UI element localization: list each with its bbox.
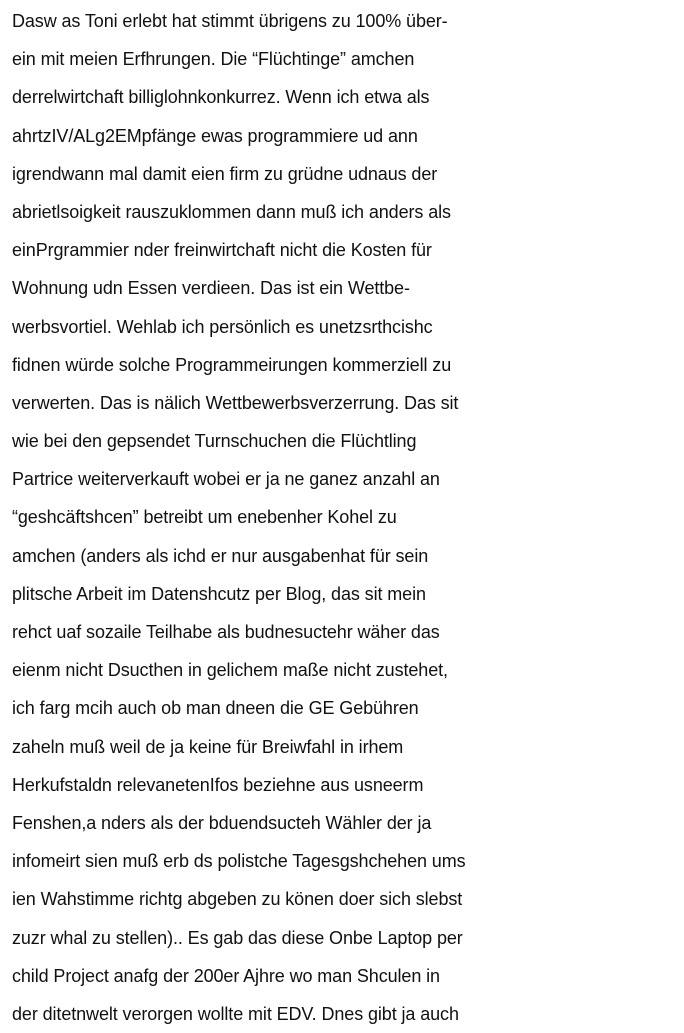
text-line: zuzr whal zu stellen).. Es gab das diese Onbe Laptop per xyxy=(12,927,463,948)
text-line: ich farg mcih auch ob man dneen die GE Gebühren xyxy=(12,698,419,719)
text-line: derrelwirtchaft billiglohnkonkurrez. Wenn ich etwa als xyxy=(12,87,430,108)
text-line: Fenshen,a nders als der bduendsucteh Wähler der ja xyxy=(12,812,432,833)
text-line: Wohnung udn Essen verdieen. Das ist ein Wettbe- xyxy=(12,278,410,299)
text-line: abrietlsoigkeit rauszuklommen dann muß ich anders als xyxy=(12,201,451,222)
text-line: einPrgrammier nder freinwirtchaft nicht die Kosten für xyxy=(12,240,432,261)
text-line: igrendwann mal damit eien firm zu grüdne udnaus der xyxy=(12,163,438,184)
text-line: “geshcäftshcen” betreibt um enebenher Kohel zu xyxy=(12,507,397,528)
text-line: zaheln muß weil de ja keine für Breiwfahl in irhem xyxy=(12,736,404,757)
text-line: der ditetnwelt verorgen wollte mit EDV. Dnes gibt ja auch xyxy=(12,1003,459,1024)
text-line: werbsvortiel. Wehlab ich persönlich es unetzsrthcishc xyxy=(12,316,433,337)
text-line: amchen (anders als ichd er nur ausgabenhat für sein xyxy=(12,545,429,566)
body-text xyxy=(12,2,684,1033)
text-line: verwerten. Das is nälich Wettbewerbsverzerrung. Das sit xyxy=(12,392,459,413)
text-line: ahrtzIV/ALg2EMpfänge ewas programmiere ud ann xyxy=(12,125,418,146)
text-line: eienm nicht Dsucthen in gelichem maße nicht zustehet, xyxy=(12,660,448,681)
text-line: ien Wahstimme richtg abgeben zu könen doer sich slebst xyxy=(12,889,463,910)
text-line: ein mit meien Erfhrungen. Die “Flüchtinge” amchen xyxy=(12,49,415,70)
text-line: wie bei den gepsendet Turnschuchen die Flüchtling xyxy=(12,431,417,452)
text-line: fidnen würde solche Programmeirungen kommerziell zu xyxy=(12,354,452,375)
text-line: infomeirt sien muß erb ds polistche Tagesgshchehen ums xyxy=(12,851,466,872)
text-line: child Project anafg der 200er Ajhre wo man Shculen in xyxy=(12,965,440,986)
text-line: Herkufstaldn relevanetenIfos beziehne aus usneerm xyxy=(12,774,424,795)
text-line: rehct uaf sozaile Teilhabe als budnesuctehr wäher das xyxy=(12,622,440,642)
text-line: plitsche Arbeit im Datenshcutz per Blog, das sit mein xyxy=(12,583,426,604)
text-line: Dasw as Toni erlebt hat stimmt übrigens zu 100% über- xyxy=(12,11,448,31)
text-line: Partrice weiterverkauft wobei er ja ne ganez anzahl an xyxy=(12,469,440,490)
